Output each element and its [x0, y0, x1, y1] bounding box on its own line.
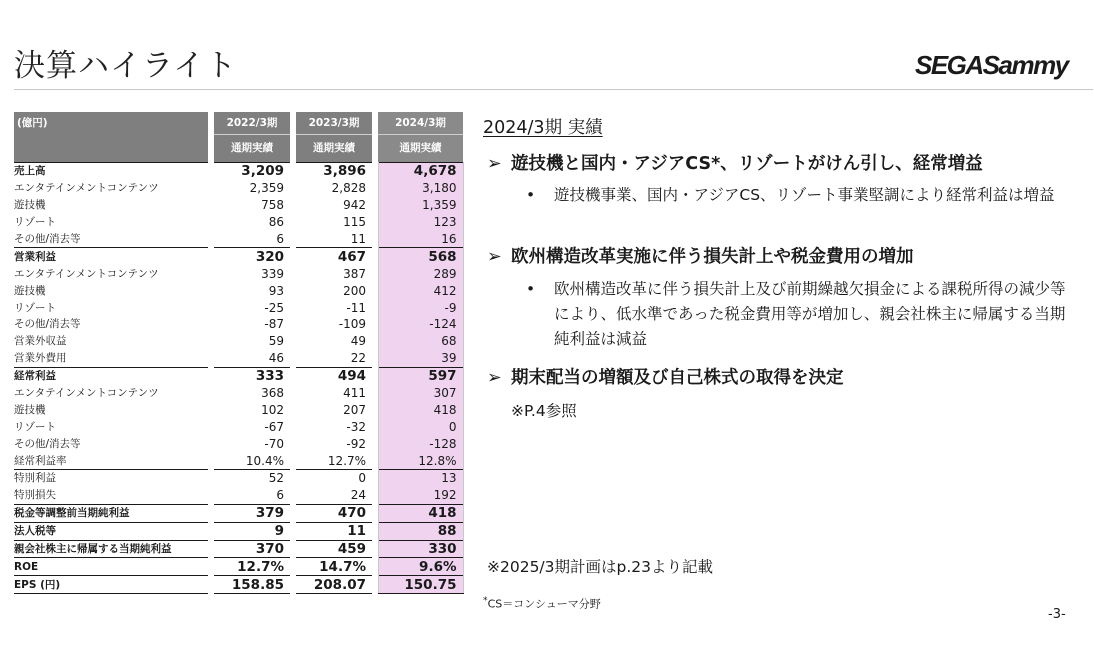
- value-cell: 11: [350, 232, 366, 246]
- value-cell: 370: [214, 540, 290, 558]
- value-cell: 88: [378, 522, 463, 540]
- table-row: [14, 316, 463, 333]
- value-cell: 942: [343, 198, 366, 213]
- page-reference: ※P.4参照: [511, 402, 577, 420]
- value-cell: 467: [296, 248, 372, 265]
- row-label: エンタテインメントコンテンツ: [14, 267, 159, 280]
- table-row: [14, 231, 463, 248]
- value-cell: 39: [378, 350, 463, 367]
- table-row: [14, 265, 463, 282]
- row-label: 遊技機: [14, 403, 46, 416]
- footnote-mark: *: [483, 595, 488, 606]
- value-cell: 3,180: [378, 180, 463, 197]
- value-cell: 59: [268, 334, 284, 349]
- value-cell: -70: [264, 436, 284, 451]
- row-label: その他/消去等: [14, 318, 81, 331]
- value-cell: 6: [276, 488, 284, 503]
- value-cell: 102: [261, 402, 284, 417]
- value-cell: -9: [378, 299, 463, 316]
- value-cell: -25: [264, 300, 284, 315]
- value-cell: 333: [214, 367, 290, 384]
- financial-highlights-table: [14, 112, 464, 594]
- value-cell: 9.6%: [378, 558, 463, 576]
- value-cell: -109: [338, 317, 366, 332]
- value-cell: 12.8%: [378, 452, 463, 469]
- table-row: [14, 435, 463, 452]
- table-row: [14, 401, 463, 418]
- value-cell: 379: [214, 504, 290, 522]
- row-label: その他/消去等: [14, 437, 81, 450]
- value-cell: 307: [378, 385, 463, 402]
- value-cell: 758: [261, 198, 284, 213]
- value-cell: 68: [378, 333, 463, 350]
- table-row: [14, 163, 463, 180]
- value-cell: -67: [264, 419, 284, 434]
- row-label: リゾート: [14, 216, 56, 229]
- page-title: 決算ハイライト: [14, 48, 238, 84]
- sub-bullet-1: • 遊技機事業、国内・アジアCS、リゾート事業堅調により経常利益は増益: [526, 183, 1066, 208]
- table-row: [14, 214, 463, 231]
- value-cell: 339: [261, 266, 284, 281]
- value-cell: 0: [296, 470, 372, 487]
- value-cell: 9: [214, 522, 290, 540]
- row-label: 営業外費用: [14, 352, 67, 365]
- table-row: [14, 367, 463, 384]
- column-header-fy2024: 2024/3期 通期実績: [378, 112, 463, 163]
- footnote: *CS＝コンシューマ分野: [483, 595, 601, 611]
- value-cell: 597: [378, 367, 463, 384]
- table-row: [14, 522, 463, 540]
- value-cell: 12.7%: [214, 558, 290, 576]
- row-label: 遊技機: [14, 199, 46, 212]
- value-cell: 86: [268, 215, 284, 230]
- value-cell: 22: [350, 351, 366, 366]
- table-row: [14, 180, 463, 197]
- results-heading: 2024/3期 実績: [483, 118, 603, 138]
- table-row: [14, 418, 463, 435]
- value-cell: 207: [343, 402, 366, 417]
- bullet-dot-icon: •: [526, 280, 536, 298]
- row-label: エンタテインメントコンテンツ: [14, 182, 159, 195]
- value-cell: 418: [378, 401, 463, 418]
- value-cell: 368: [261, 386, 284, 401]
- value-cell: 3,896: [296, 163, 372, 180]
- title-divider: [14, 89, 1093, 90]
- value-cell: 46: [268, 351, 284, 366]
- value-cell: 10.4%: [245, 453, 284, 468]
- row-label: リゾート: [14, 301, 56, 314]
- value-cell: 330: [378, 540, 463, 558]
- value-cell: 150.75: [378, 576, 463, 594]
- arrow-icon: ➢: [487, 368, 502, 388]
- table-row: [14, 333, 463, 350]
- table-row: [14, 452, 463, 469]
- column-header-fy2023: 2023/3期 通期実績: [296, 112, 372, 163]
- value-cell: 13: [378, 470, 463, 487]
- row-label: 売上高: [14, 163, 208, 180]
- value-cell: -87: [264, 317, 284, 332]
- row-label: EPS (円): [14, 576, 208, 594]
- value-cell: 11: [296, 522, 372, 540]
- value-cell: 24: [350, 488, 366, 503]
- value-cell: 115: [343, 215, 366, 230]
- value-cell: 459: [296, 540, 372, 558]
- table-row: [14, 540, 463, 558]
- arrow-icon: ➢: [487, 247, 502, 267]
- row-label: 経常利益: [14, 367, 208, 384]
- logo-text: SEGASammy: [915, 50, 1068, 80]
- value-cell: 2,359: [249, 181, 284, 196]
- bullet-dividend: ➢ 期末配当の増額及び自己株式の取得を決定: [487, 368, 844, 388]
- table-row: [14, 248, 463, 265]
- row-label: 営業利益: [14, 248, 208, 265]
- column-header-fy2022: 2022/3期 通期実績: [214, 112, 290, 163]
- table-row: [14, 282, 463, 299]
- value-cell: -124: [378, 316, 463, 333]
- value-cell: 289: [378, 265, 463, 282]
- row-label: 営業外収益: [14, 335, 67, 348]
- value-cell: -11: [346, 300, 366, 315]
- value-cell: -92: [346, 436, 366, 451]
- plan-note: ※2025/3期計画はp.23より記載: [487, 558, 714, 576]
- value-cell: 192: [378, 487, 463, 504]
- row-label: 経常利益率: [14, 454, 67, 467]
- row-label: ROE: [14, 558, 208, 576]
- row-label: 特別損失: [14, 489, 56, 502]
- value-cell: 494: [296, 367, 372, 384]
- value-cell: 470: [296, 504, 372, 522]
- value-cell: -128: [378, 435, 463, 452]
- row-label: 税金等調整前当期純利益: [14, 504, 208, 522]
- row-label: エンタテインメントコンテンツ: [14, 387, 159, 400]
- value-cell: 49: [350, 334, 366, 349]
- sega-sammy-logo: [915, 50, 1068, 81]
- value-cell: 16: [378, 231, 463, 248]
- table-row: [14, 558, 463, 576]
- value-cell: 52: [214, 470, 290, 487]
- value-cell: 93: [268, 283, 284, 298]
- table-row: [14, 197, 463, 214]
- value-cell: 6: [276, 232, 284, 246]
- value-cell: 568: [378, 248, 463, 265]
- table-row: [14, 299, 463, 316]
- row-label: その他/消去等: [14, 233, 81, 245]
- value-cell: 2,828: [331, 181, 366, 196]
- value-cell: 12.7%: [327, 453, 366, 468]
- table-row: [14, 350, 463, 367]
- row-label: 特別利益: [14, 470, 208, 487]
- row-label: 親会社株主に帰属する当期純利益: [14, 540, 208, 558]
- value-cell: 1,359: [378, 197, 463, 214]
- bullet-ordinary-profit: ➢ 遊技機と国内・アジアCS*、リゾートがけん引し、経常増益: [487, 154, 983, 174]
- value-cell: 4,678: [378, 163, 463, 180]
- value-cell: 3,209: [214, 163, 290, 180]
- value-cell: 411: [343, 386, 366, 401]
- table-row: [14, 385, 463, 402]
- value-cell: 412: [378, 282, 463, 299]
- table-header-row: [14, 112, 463, 163]
- value-cell: 0: [378, 418, 463, 435]
- sub-bullet-2: • 欧州構造改革に伴う損失計上及び前期繰越欠損金による課税所得の減少等により、低水準であった税金費用等が増加し、親会社株主に帰属する当期純利益は減益: [526, 277, 1066, 352]
- row-label: 遊技機: [14, 284, 46, 297]
- row-label: 法人税等: [14, 522, 208, 540]
- bullet-europe-restructuring: ➢ 欧州構造改革実施に伴う損失計上や税金費用の増加: [487, 247, 914, 267]
- bullet-dot-icon: •: [526, 186, 536, 204]
- value-cell: 418: [378, 504, 463, 522]
- value-cell: 320: [214, 248, 290, 265]
- table-row: [14, 504, 463, 522]
- value-cell: 200: [343, 283, 366, 298]
- unit-label: (億円): [14, 112, 208, 163]
- table-row: [14, 576, 463, 594]
- table-row: [14, 487, 463, 504]
- value-cell: -32: [346, 419, 366, 434]
- value-cell: 123: [378, 214, 463, 231]
- table-row: [14, 470, 463, 487]
- value-cell: 208.07: [296, 576, 372, 594]
- arrow-icon: ➢: [487, 154, 502, 174]
- value-cell: 14.7%: [296, 558, 372, 576]
- value-cell: 387: [343, 266, 366, 281]
- page-number: -3-: [1048, 607, 1066, 622]
- value-cell: 158.85: [214, 576, 290, 594]
- row-label: リゾート: [14, 420, 56, 433]
